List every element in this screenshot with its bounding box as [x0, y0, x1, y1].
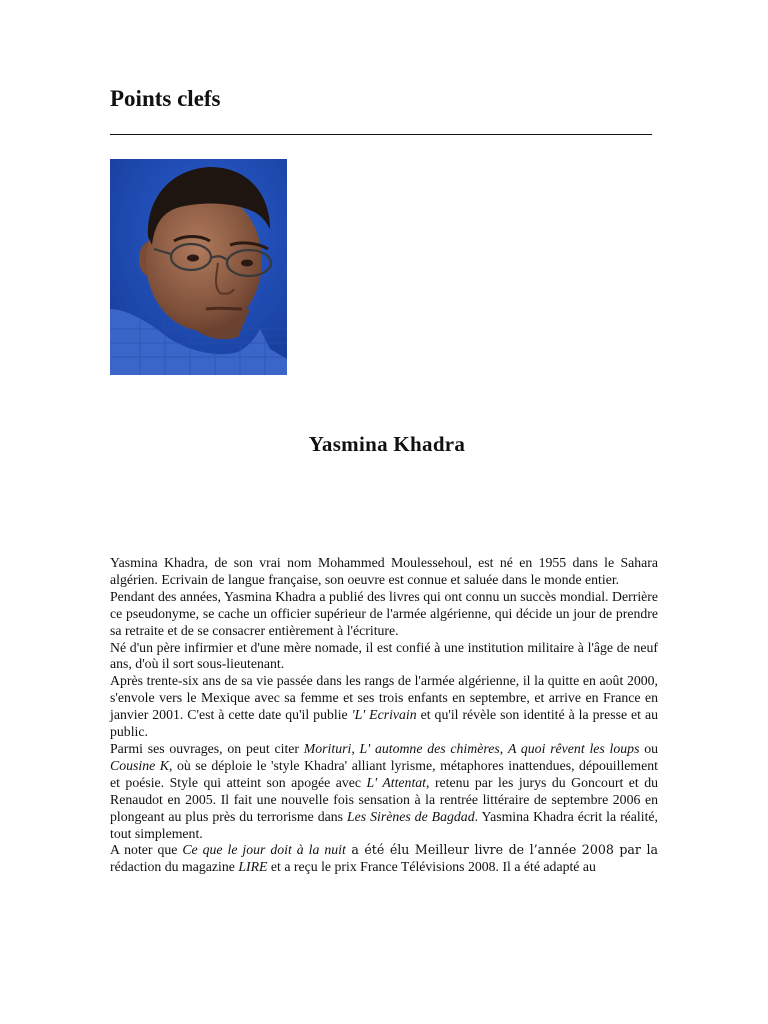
text: et a reçu le prix France Télévisions 2008. Il a été adapté au: [267, 859, 596, 875]
book-title: L' Attentat: [366, 774, 427, 790]
book-title: Ce que le jour doit à la nuit: [182, 842, 346, 858]
text: ,: [351, 740, 360, 756]
paragraph-childhood: Né d'un père infirmier et d'une mère nomade, il est confié à une institution militaire à l'âge de neuf ans, d'où il sort sous-lieutenant.: [110, 639, 658, 672]
text: a été élu Meilleur livre de l’année 2008 par la: [345, 842, 658, 858]
biography-text: [110, 555, 658, 876]
text: ,: [499, 740, 508, 756]
text: A noter que: [110, 842, 183, 858]
text: rédaction du magazine: [110, 859, 239, 875]
paragraph-career: [110, 673, 658, 741]
paragraph-award: [110, 842, 658, 876]
author-photo: [110, 159, 287, 375]
text: Parmi ses ouvrages, on peut citer: [110, 740, 304, 756]
book-title: Les Sirènes de Bagdad: [346, 808, 475, 824]
heading-underline: [110, 134, 652, 135]
text: ou: [639, 740, 659, 756]
paragraph-pseudonym: Pendant des années, Yasmina Khadra a publié des livres qui ont connu un succès mondial. Derrière ce pseudonyme, se cache un officier supérieur de l'armée algérienne, qui décide un jour de prendre sa retraite et de se consacrer entièrement à l'écriture.: [110, 588, 658, 638]
book-title: A quoi rêvent les loups: [507, 740, 640, 756]
author-name: Yasmina Khadra: [308, 432, 466, 456]
text: et qu'il révèle son identité à la presse et au public.: [110, 707, 658, 740]
book-title: L' automne des chimères: [359, 740, 500, 756]
book-title: 'L' Ecrivain: [351, 707, 417, 723]
text: , retenu par les jurys du Goncourt et du Renaudot en 2005. Il fait une nouvelle fois sensation à la rentrée littéraire de septembre 2006 en plongeant au plus près du terrorisme dans: [110, 774, 658, 824]
book-title: Morituri: [303, 740, 352, 756]
text: Après trente-six ans de sa vie passée dans les rangs de l'armée algérienne, il la quitte en août 2000, s'envole vers le Mexique avec sa femme et ses trois enfants en septembre, et arrive en France en janvier 2001. C'est à cette date qu'il publie: [110, 673, 658, 723]
paragraph-works: [110, 741, 658, 842]
paragraph-birth: Yasmina Khadra, de son vrai nom Mohammed Moulessehoul, est né en 1955 dans le Sahara algérien. Ecrivain de langue française, son oeuvre est connue et saluée dans le monde entier.: [110, 555, 658, 587]
book-title: Cousine K: [110, 757, 169, 773]
magazine-title: LIRE: [238, 859, 268, 875]
text: , où se déploie le 'style Khadra' alliant lyrisme, métaphores inattendues, dépouillement et poésie. Style qui atteint son apogée avec: [110, 757, 658, 790]
page-heading: Points clefs: [110, 86, 221, 111]
text: . Yasmina Khadra écrit la réalité, tout simplement.: [110, 808, 659, 841]
